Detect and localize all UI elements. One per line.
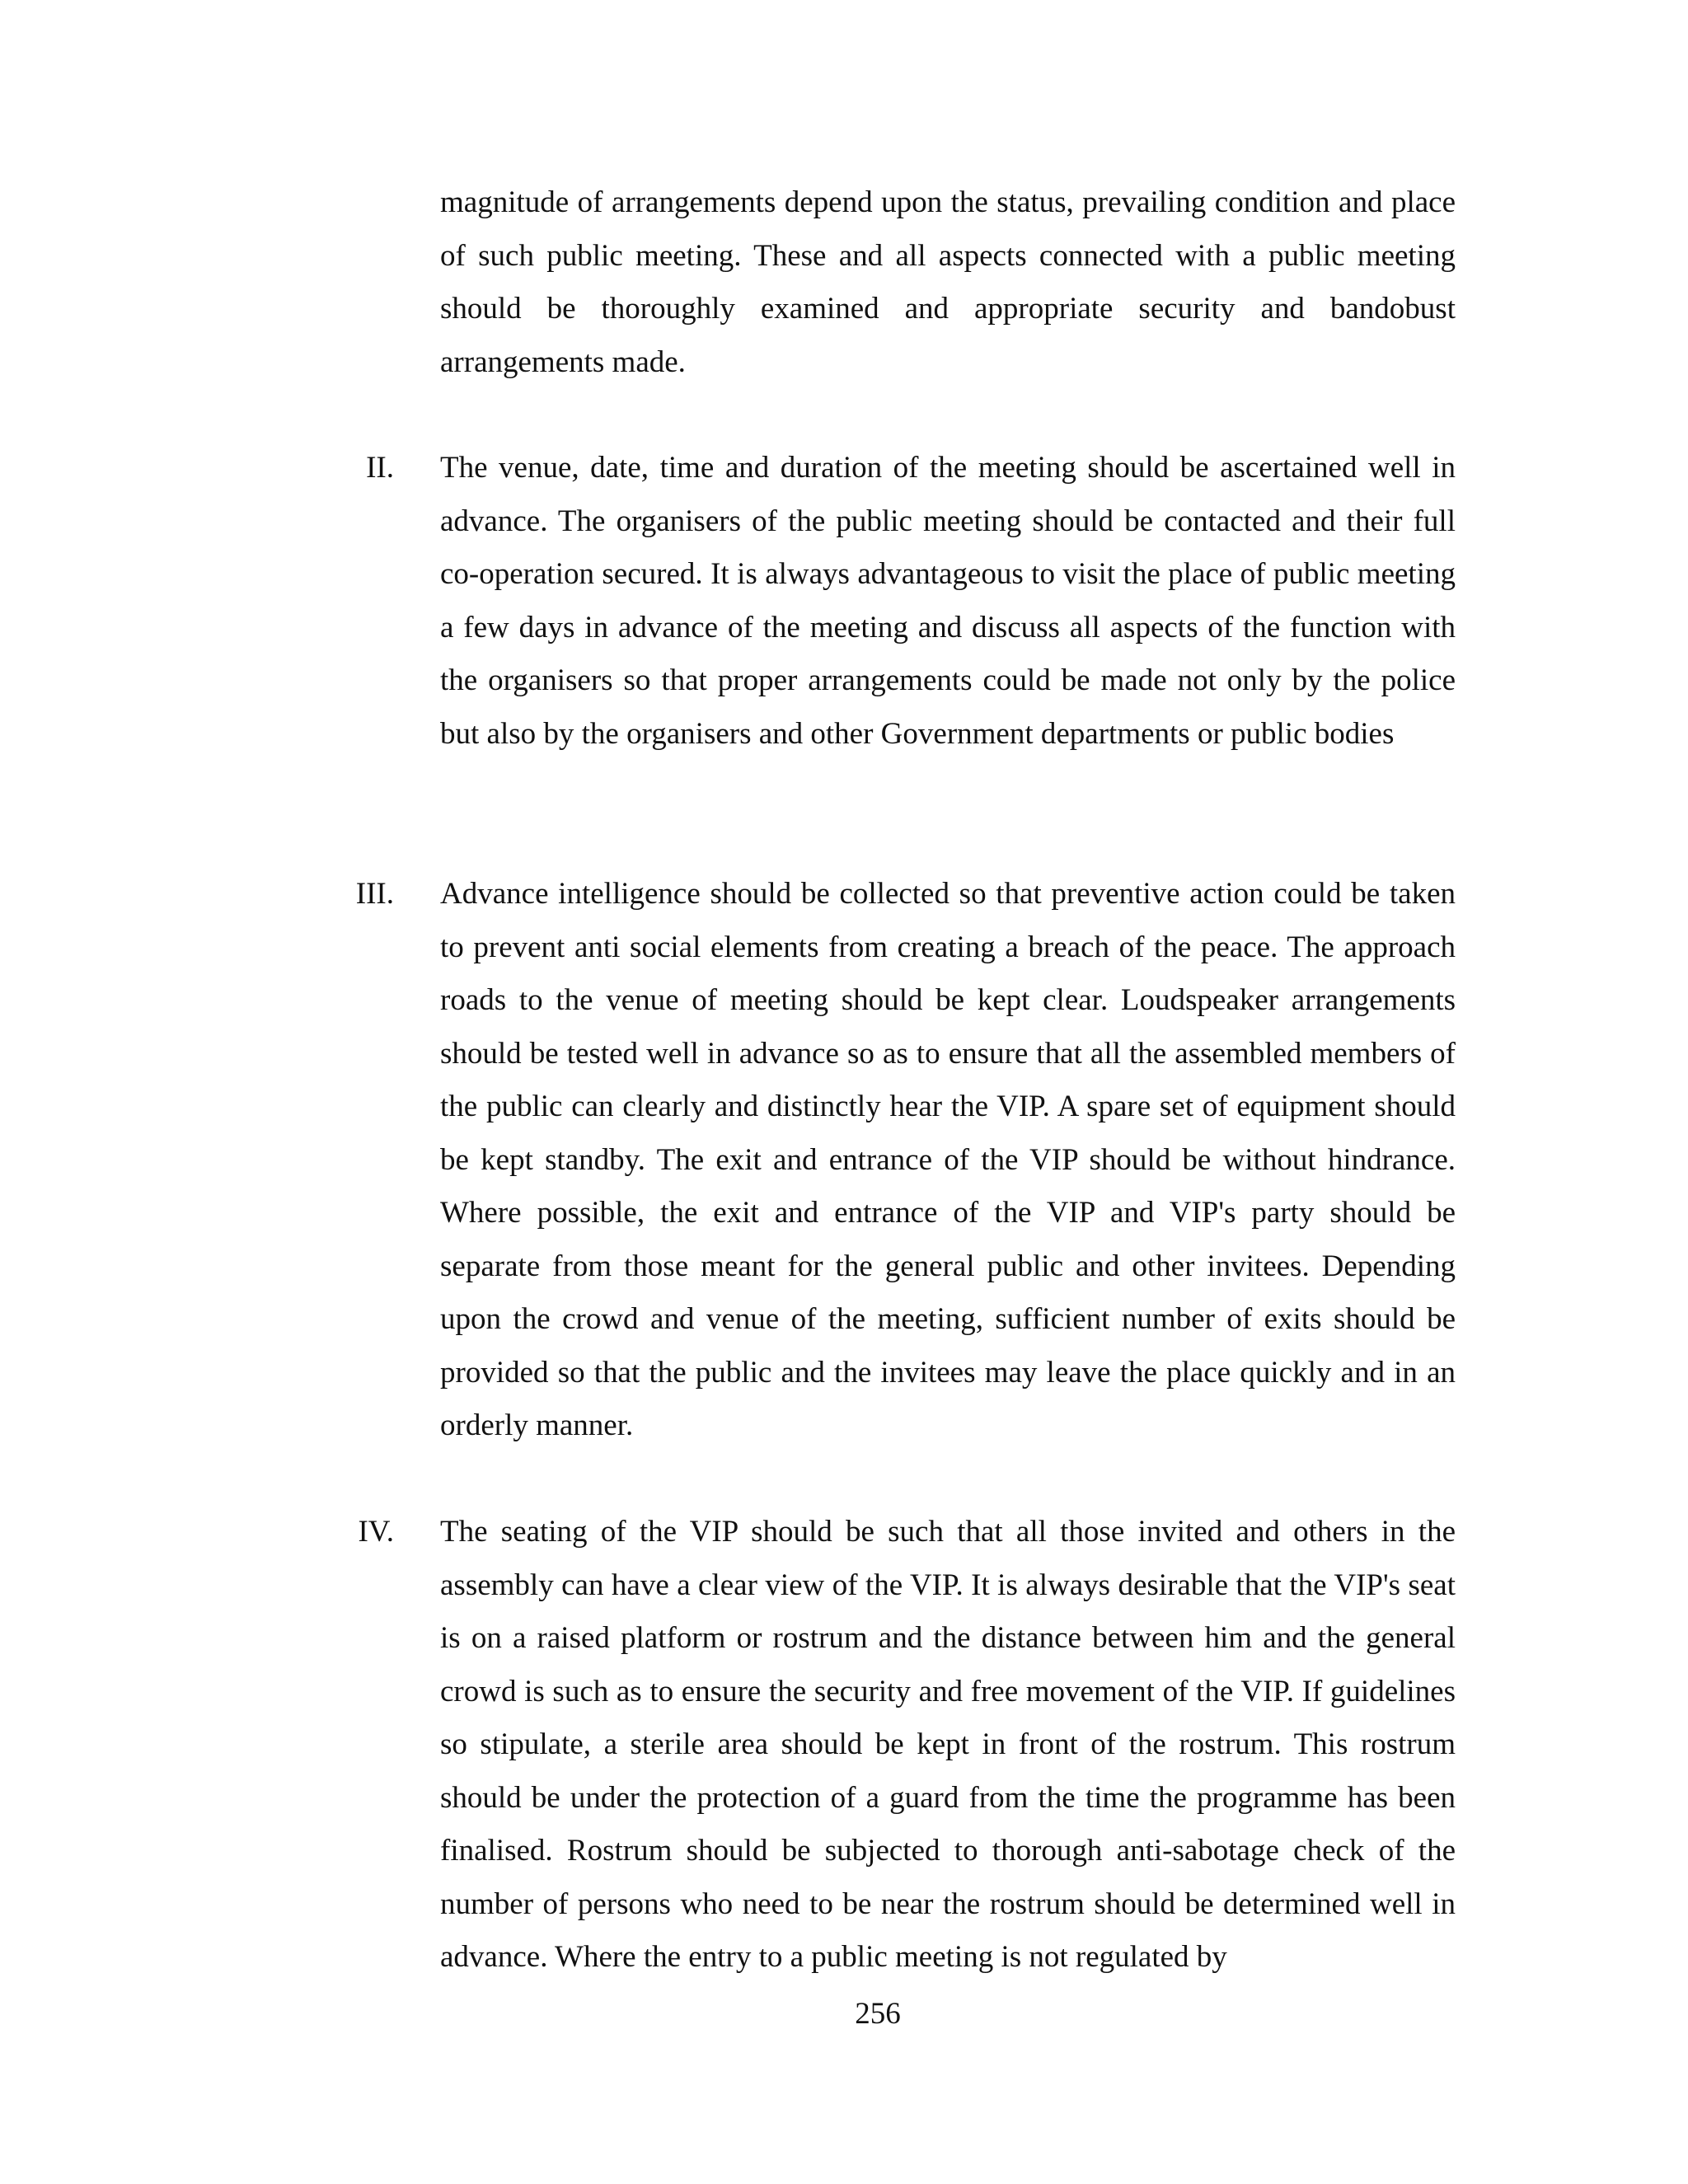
item-paragraph-iv: The seating of the VIP should be such that all those invited and others in the assembly can have a clear view of the VIP. It is always desirable that the VIP's seat is on a raised platform or rostrum and the distance between him and the general crowd is such as to ensure the security and free movement of the VIP. If guidelines so stipulate, a sterile area should be kept in front of the rostrum. This rostrum should be under the protection of a guard from the time the programme has been finalised. Rostrum should be subjected to thorough anti-sabotage check of the number of persons who need to be near the rostrum should be determined well in advance. Where the entry to a public meeting is not regulated by <box>440 1515 1456 1974</box>
page-number: 256 <box>855 1997 901 2031</box>
item-numeral-iv: IV. <box>358 1515 394 1549</box>
item-numeral-ii: II. <box>366 451 394 485</box>
item-numeral-iii: III. <box>355 877 394 911</box>
item-paragraph-ii: The venue, date, time and duration of the meeting should be ascertained well in advance. The organisers of the public meeting should be contacted and their full co-operation secured. It is always advantageous to visit the place of public meeting a few days in advance of the meeting and discuss all aspects of the function with the organisers so that proper arrangements could be made not only by the police but also by the organisers and other Government departments or public bodies <box>440 451 1456 751</box>
item-paragraph-iii: Advance intelligence should be collected so that preventive action could be taken to prevent anti social elements from creating a breach of the peace. The approach roads to the venue of meeting should be kept clear. Loudspeaker arrangements should be tested well in advance so as to ensure that all the assembled members of the public can clearly and distinctly hear the VIP. A spare set of equipment should be kept standby. The exit and entrance of the VIP should be without hindrance. Where possible, the exit and entrance of the VIP and VIP's party should be separate from those meant for the general public and other invitees. Depending upon the crowd and venue of the meeting, sufficient number of exits should be provided so that the public and the invitees may leave the place quickly and in an orderly manner. <box>440 877 1456 1442</box>
intro-paragraph: magnitude of arrangements depend upon the status, prevailing condition and place of such public meeting. These and all aspects connected with a public meeting should be thoroughly examined and appropriate security and bandobust arrangements made. <box>440 185 1456 379</box>
